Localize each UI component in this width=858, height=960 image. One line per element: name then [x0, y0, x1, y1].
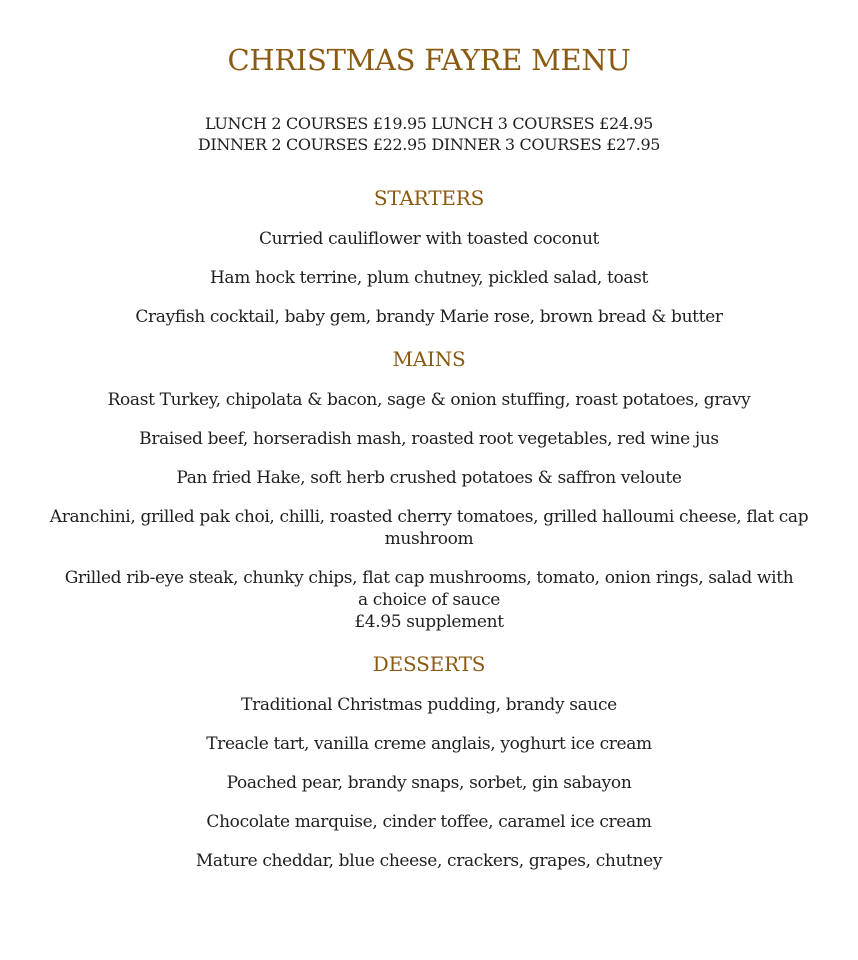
starters-section: [0, 185, 858, 328]
supplement-note: £4.95 supplement: [354, 612, 504, 632]
menu-item: Pan fried Hake, soft herb crushed potatoes & saffron veloute: [176, 468, 682, 488]
price-line-lunch: LUNCH 2 COURSES £19.95 LUNCH 3 COURSES £24.95: [204, 114, 654, 133]
mains-section: [0, 346, 858, 633]
menu-item: Crayfish cocktail, baby gem, brandy Marie rose, brown bread & butter: [135, 307, 723, 327]
price-line-dinner: DINNER 2 COURSES £22.95 DINNER 3 COURSES £27.95: [197, 135, 661, 154]
menu-item: Treacle tart, vanilla creme anglais, yoghurt ice cream: [206, 734, 652, 754]
menu-item: Roast Turkey, chipolata & bacon, sage & onion stuffing, roast potatoes, gravy: [107, 390, 751, 410]
menu-item: Traditional Christmas pudding, brandy sauce: [241, 695, 617, 715]
menu-item-with-supplement: [0, 567, 858, 633]
desserts-section: [0, 651, 858, 872]
menu-item: Aranchini, grilled pak choi, chilli, roasted cherry tomatoes, grilled halloumi cheese, flat cap mushroom: [49, 507, 809, 549]
menu-item: Curried cauliflower with toasted coconut: [258, 229, 600, 249]
menu-item: Braised beef, horseradish mash, roasted root vegetables, red wine jus: [139, 429, 719, 449]
menu-item-text: Grilled rib-eye steak, chunky chips, flat cap mushrooms, tomato, onion rings, salad with a choice of sauce: [64, 568, 794, 610]
desserts-heading: DESSERTS: [372, 652, 486, 676]
mains-heading: MAINS: [392, 347, 466, 371]
menu-item: Ham hock terrine, plum chutney, pickled salad, toast: [209, 268, 649, 288]
menu-item: Chocolate marquise, cinder toffee, caramel ice cream: [206, 812, 652, 832]
starters-heading: STARTERS: [373, 186, 485, 210]
mains-list: [0, 389, 858, 633]
desserts-list: [0, 694, 858, 872]
menu-item: Mature cheddar, blue cheese, crackers, grapes, chutney: [195, 851, 663, 871]
starters-list: [0, 228, 858, 328]
menu-title: CHRISTMAS FAYRE MENU: [227, 43, 631, 77]
menu-item: Poached pear, brandy snaps, sorbet, gin sabayon: [226, 773, 632, 793]
price-block: [0, 113, 858, 155]
